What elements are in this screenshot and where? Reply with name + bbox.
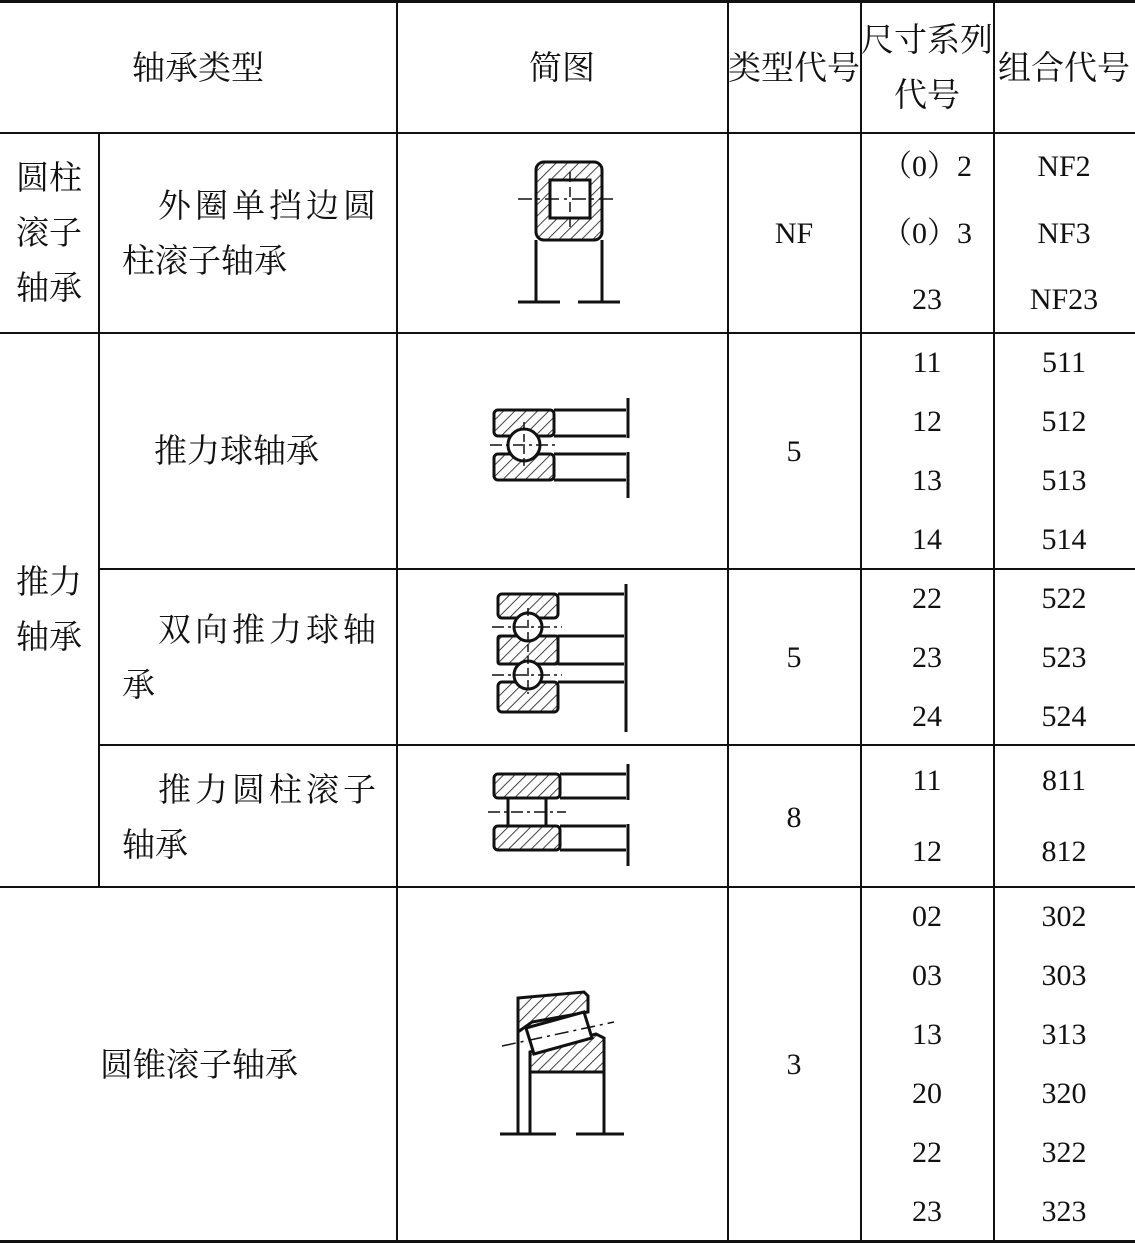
row-tapered-name: 圆锥滚子轴承 [100, 1045, 298, 1084]
row-cyl-series-3: 23 [912, 283, 942, 316]
diagram-column-left-rule [396, 0, 398, 1242]
row-thrust-group-bottom-rule [0, 886, 1135, 888]
row-thrust-ball-combined-4: 514 [1041, 523, 1087, 556]
row-thrust-ball-bottom-rule [99, 568, 1135, 570]
row-thrust-ball-series-2: 12 [912, 405, 942, 438]
group-thrust-line2: 轴承 [16, 617, 82, 656]
row-tapered-combined-1: 302 [1041, 900, 1087, 933]
row-double-thrust-name-line2: 承 [122, 665, 155, 704]
row-cyl-combined-2: NF3 [1037, 217, 1091, 250]
row-cyl-combined-3: NF23 [1029, 283, 1099, 316]
row-thrust-ball-series-4: 14 [912, 523, 942, 556]
type-code-column-left-rule [727, 0, 729, 1242]
row-tapered-series-2: 03 [912, 959, 942, 992]
row-double-thrust-series-2: 23 [912, 641, 942, 674]
row-double-thrust-type-code: 5 [786, 641, 802, 674]
row-cyl-series-2: （0）3 [882, 217, 972, 250]
row-thrust-ball-name: 推力球轴承 [154, 431, 319, 470]
row-thrust-cyl-name-line1: 推力圆柱滚子 [158, 770, 380, 809]
row-tapered-series-4: 20 [912, 1077, 942, 1110]
header-bottom-rule [0, 132, 1135, 134]
thrust-cylindrical-roller-bearing-diagram [486, 758, 634, 872]
tapered-roller-bearing-diagram [496, 988, 631, 1140]
row-thrust-ball-series-3: 13 [912, 464, 942, 497]
header-combined-code: 组合代号 [998, 48, 1130, 87]
table-bottom-border [0, 1240, 1135, 1243]
group-cyl-line2: 滚子 [16, 213, 82, 252]
row-tapered-series-5: 22 [912, 1136, 942, 1169]
row-tapered-series-3: 13 [912, 1018, 942, 1051]
series-column-left-rule [860, 0, 862, 1242]
row-tapered-series-6: 23 [912, 1195, 942, 1228]
row-cyl-combined-1: NF2 [1037, 150, 1091, 183]
row-tapered-combined-4: 320 [1041, 1077, 1087, 1110]
row-double-thrust-series-3: 24 [912, 700, 942, 733]
row-thrust-ball-combined-1: 511 [1042, 346, 1086, 379]
row-double-thrust-series-1: 22 [912, 582, 942, 615]
row-double-thrust-combined-3: 524 [1041, 700, 1087, 733]
row-tapered-combined-3: 313 [1041, 1018, 1087, 1051]
double-direction-thrust-ball-bearing-diagram [490, 580, 635, 736]
row-thrust-cyl-combined-1: 811 [1042, 764, 1086, 797]
row-thrust-cyl-combined-2: 812 [1041, 835, 1087, 868]
combined-column-left-rule [993, 0, 995, 1242]
header-bearing-type: 轴承类型 [132, 48, 264, 87]
group-cyl-line1: 圆柱 [16, 158, 82, 197]
row-cyl-bottom-rule [0, 332, 1135, 334]
row-cyl-type-code: NF [774, 217, 814, 250]
row-cyl-series-1: （0）2 [882, 150, 972, 183]
header-type-code: 类型代号 [728, 48, 860, 87]
row-thrust-ball-type-code: 5 [786, 435, 802, 468]
row-thrust-ball-combined-3: 513 [1041, 464, 1087, 497]
table-top-border [0, 0, 1135, 3]
group-cyl-line3: 轴承 [16, 268, 82, 307]
row-tapered-combined-6: 323 [1041, 1195, 1087, 1228]
cylindrical-roller-bearing-diagram [510, 152, 625, 312]
row-double-thrust-combined-2: 523 [1041, 641, 1087, 674]
row-cyl-name-line2: 柱滚子轴承 [122, 241, 287, 280]
header-size-series-line1: 尺寸系列 [861, 20, 993, 59]
header-diagram: 简图 [529, 48, 595, 87]
row-thrust-cyl-series-2: 12 [912, 835, 942, 868]
row-thrust-cyl-series-1: 11 [912, 764, 942, 797]
row-tapered-combined-5: 322 [1041, 1136, 1087, 1169]
row-double-thrust-name-line1: 双向推力球轴 [158, 610, 380, 649]
row-thrust-cyl-name-line2: 轴承 [122, 825, 188, 864]
row-tapered-combined-2: 303 [1041, 959, 1087, 992]
row-cyl-name-line1: 外圈单挡边圆 [158, 186, 380, 225]
row-thrust-cyl-type-code: 8 [786, 801, 802, 834]
row-thrust-ball-combined-2: 512 [1041, 405, 1087, 438]
row-tapered-series-1: 02 [912, 900, 942, 933]
row-thrust-ball-series-1: 11 [912, 346, 942, 379]
row-double-thrust-bottom-rule [99, 744, 1135, 746]
group-thrust-line1: 推力 [16, 562, 82, 601]
header-size-series-line2: 代号 [894, 75, 960, 114]
group-column-rule [98, 133, 100, 887]
row-tapered-type-code: 3 [786, 1048, 802, 1081]
thrust-ball-bearing-diagram [488, 392, 633, 504]
row-double-thrust-combined-1: 522 [1041, 582, 1087, 615]
